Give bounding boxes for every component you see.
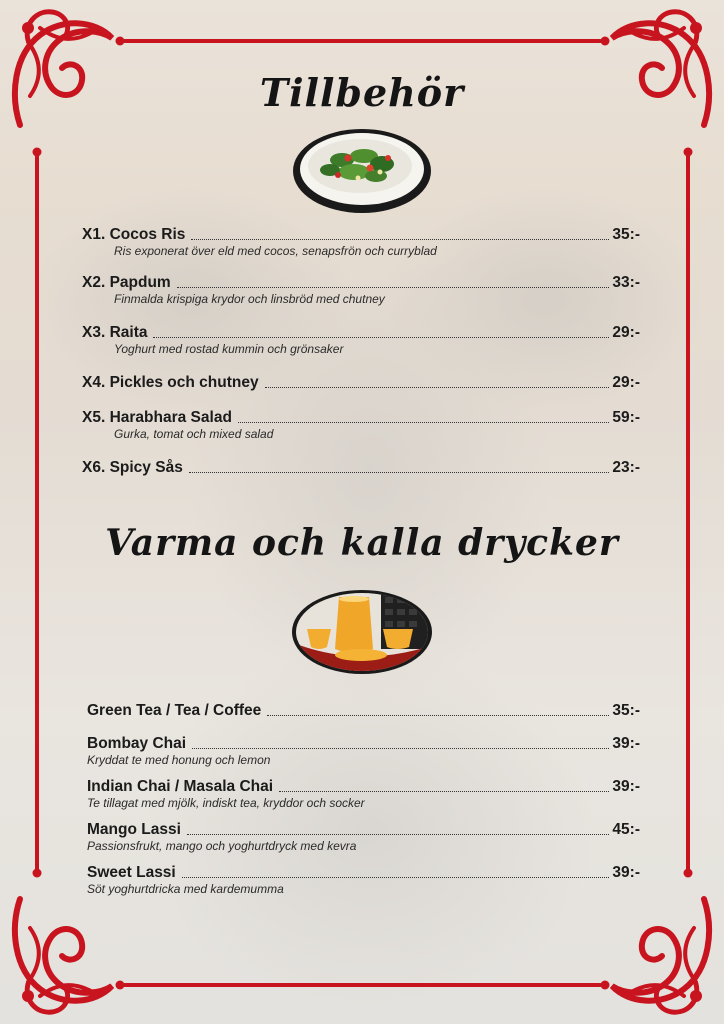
item-price: 45:- — [612, 821, 640, 838]
item-name: X4. Pickles och chutney — [82, 374, 259, 391]
item-price: 33:- — [612, 274, 640, 291]
item-name: X3. Raita — [82, 324, 148, 341]
menu-item — [87, 864, 640, 900]
dot-leader — [191, 238, 609, 240]
item-price: 39:- — [612, 864, 640, 881]
item-price: 23:- — [612, 459, 640, 476]
menu-item — [87, 821, 640, 864]
dot-leader — [177, 286, 610, 288]
item-price: 59:- — [612, 409, 640, 426]
item-description: Ris exponerat över eld med cocos, senapsfrön och curryblad — [114, 244, 437, 258]
item-description: Söt yoghurtdricka med kardemumma — [87, 882, 284, 896]
menu-item — [87, 778, 640, 821]
item-price: 35:- — [612, 226, 640, 243]
menu-item — [82, 324, 640, 374]
item-price: 29:- — [612, 324, 640, 341]
item-price: 29:- — [612, 374, 640, 391]
dot-leader — [267, 714, 609, 716]
menu-item — [87, 735, 640, 778]
menu-item — [82, 226, 640, 274]
item-name: X1. Cocos Ris — [82, 226, 186, 243]
menu-item — [82, 274, 640, 324]
item-description: Gurka, tomat och mixed salad — [114, 427, 274, 441]
drinks-menu — [87, 702, 640, 900]
dot-leader — [187, 833, 610, 835]
item-name: Indian Chai / Masala Chai — [87, 778, 274, 795]
item-description: Passionsfrukt, mango och yoghurtdryck med kevra — [87, 839, 357, 853]
menu-item — [82, 459, 640, 479]
item-name: Mango Lassi — [87, 821, 181, 838]
item-price: 35:- — [612, 702, 640, 719]
item-description: Finmalda krispiga krydor och linsbröd med chutney — [114, 292, 385, 306]
menu-item — [87, 702, 640, 735]
dot-leader — [238, 421, 610, 423]
item-name: Sweet Lassi — [87, 864, 176, 881]
sides-menu — [82, 226, 640, 479]
dot-leader — [189, 471, 610, 473]
item-name: X6. Spicy Sås — [82, 459, 183, 476]
item-description: Yoghurt med rostad kummin och grönsaker — [114, 342, 344, 356]
section-title-sides: Tillbehör — [259, 70, 465, 115]
dot-leader — [182, 876, 610, 878]
item-price: 39:- — [612, 778, 640, 795]
item-price: 39:- — [612, 735, 640, 752]
lassi-glasses-icon — [291, 589, 433, 675]
menu-item — [82, 374, 640, 409]
item-name: X2. Papdum — [82, 274, 171, 291]
item-description: Kryddat te med honung och lemon — [87, 753, 271, 767]
dot-leader — [279, 790, 609, 792]
dot-leader — [265, 386, 610, 388]
dot-leader — [192, 747, 609, 749]
item-name: Bombay Chai — [87, 735, 187, 752]
section-title-drinks: Varma och kalla drycker — [105, 522, 619, 564]
menu-item — [82, 409, 640, 459]
salad-plate-icon — [292, 128, 432, 214]
dot-leader — [153, 336, 609, 338]
item-name: Green Tea / Tea / Coffee — [87, 702, 262, 719]
item-description: Te tillagat med mjölk, indiskt tea, kryddor och socker — [87, 796, 365, 810]
item-name: X5. Harabhara Salad — [82, 409, 232, 426]
